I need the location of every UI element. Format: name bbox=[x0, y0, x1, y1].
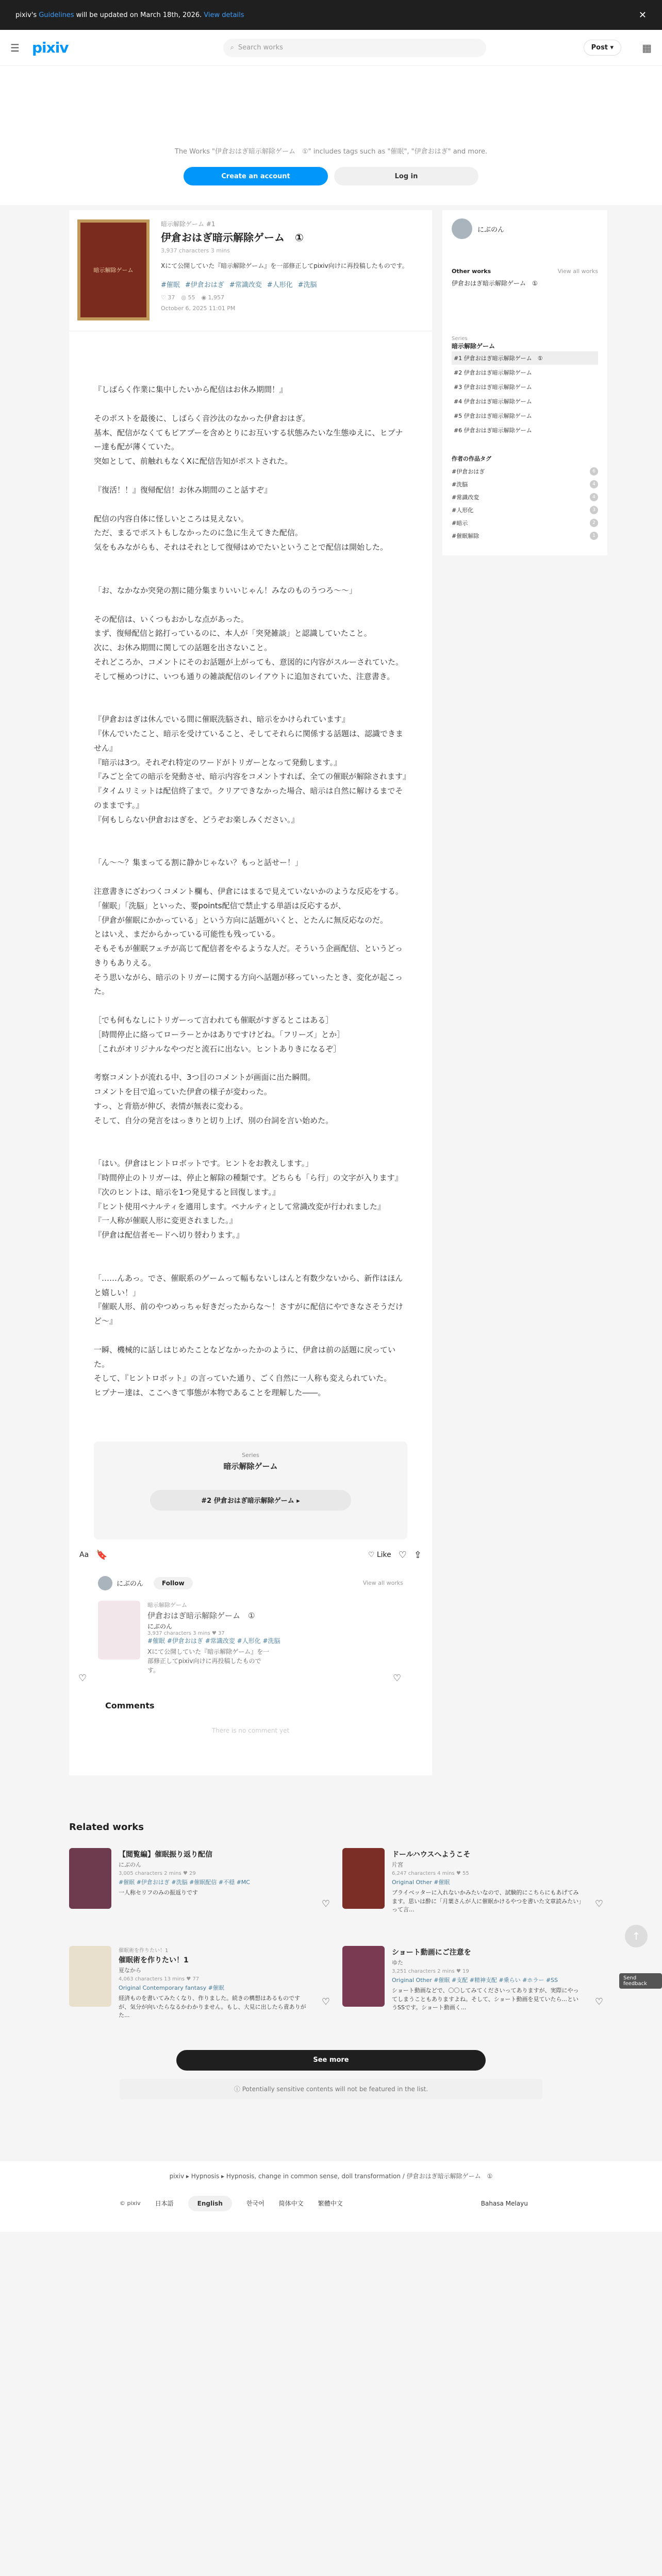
series-navigation bbox=[94, 1442, 407, 1539]
related-desc: ブライベッターに入れないかみたいなので、試験的にこちらにもあげてみます。思いは酔に「月葉さんが人に催眠かけるやつを書いた文章読みたい」って言... bbox=[392, 1889, 582, 1913]
body-paragraph: 『復活！！』復帰配信！お休み期間のこと話すぞ』 bbox=[94, 485, 272, 495]
related-title[interactable]: ドールハウスへようこそ bbox=[392, 1850, 471, 1859]
author-tag[interactable]: #暗示 2 bbox=[452, 519, 598, 527]
view-all-works-link[interactable]: View all works bbox=[362, 1580, 403, 1587]
heart-icon[interactable]: ♡ bbox=[393, 1672, 402, 1684]
related-tags[interactable]: Original Contemporary fantasy #催眠 bbox=[119, 1984, 224, 1991]
footer bbox=[0, 2161, 662, 2232]
paragraph-gap bbox=[94, 1142, 407, 1157]
paragraph-gap bbox=[94, 827, 407, 841]
episode-item[interactable]: #6 伊倉おはぎ暗示解除ゲーム bbox=[454, 427, 532, 434]
close-icon[interactable]: ✕ bbox=[638, 9, 647, 21]
paragraph-gap bbox=[94, 698, 407, 713]
series-title[interactable]: 暗示解除ゲーム bbox=[452, 343, 495, 350]
heart-icon[interactable]: ♡ bbox=[398, 1549, 407, 1561]
paragraph-gap bbox=[94, 999, 407, 1013]
breadcrumb[interactable]: pixiv ▸ Hypnosis ▸ Hypnosis, change in common sense, doll transformation / 伊倉おはぎ暗示解除ゲーム ① bbox=[169, 2172, 493, 2180]
author-tags-title: 作者の作品タグ bbox=[452, 455, 491, 462]
language-option[interactable]: 한국어 bbox=[246, 2200, 264, 2208]
views-count: ◉ 1,957 bbox=[201, 294, 225, 301]
related-works bbox=[0, 1775, 662, 2019]
body-paragraph: そのポストを最後に、しばらく音沙汰のなかった伊倉おはぎ。 bbox=[94, 413, 310, 423]
body-paragraph: 気をもみながらも、それはそれとして復帰はめでたいということで配信は開始した。 bbox=[94, 543, 388, 552]
related-tags[interactable]: #催眠 #伊倉おはぎ #洗脳 #催眠配信 #不穏 #MC bbox=[119, 1878, 250, 1886]
body-paragraph: 『何もしらない伊倉おはぎを、どうぞお楽しみください。』 bbox=[94, 815, 299, 824]
related-title[interactable]: ショート動画にご注意を bbox=[392, 1948, 471, 1957]
follow-button[interactable]: Follow bbox=[154, 1577, 193, 1589]
related-author[interactable]: 片宮 bbox=[392, 1861, 403, 1868]
body-paragraph: 一瞬、機械的に話しはじめたことなどなかったかのように、伊倉は前の話題に戻っていた。 bbox=[94, 1345, 396, 1369]
related-tags[interactable]: Original Other #催眠 bbox=[392, 1878, 450, 1886]
sidebar-author-name[interactable]: にぶのん bbox=[477, 226, 505, 234]
episode-item[interactable]: #1 伊倉おはぎ暗示解除ゲーム ① bbox=[452, 351, 598, 365]
body-paragraph: 注意書きにざわつくコメント欄も、伊倉にはまるで見えていないかのような反応をする。 bbox=[94, 887, 403, 896]
episode-item[interactable]: #3 伊倉おはぎ暗示解除ゲーム bbox=[454, 384, 532, 391]
other-work-item[interactable]: 伊倉おはぎ暗示解除ゲーム ① bbox=[452, 280, 538, 287]
body-paragraph: そして極めつけに、いつも通りの雑談配信のレイアウトに追加されていた、注意書き。 bbox=[94, 671, 395, 681]
body-paragraph: とはいえ、まだからかっている可能性も残っている。 bbox=[94, 929, 280, 939]
language-option[interactable]: 繁體中文 bbox=[318, 2200, 343, 2208]
related-meta: 6,247 characters 4 mins ♥ 55 bbox=[392, 1870, 469, 1876]
related-desc: 経済ものを書いてみたくなり、作りました。続きの構想はあるものですが、気分が向いたらなるかわかりません。もし、大見に出したら責ありがた... bbox=[119, 1995, 306, 2019]
body-paragraph: 配信の内容自体に怪しいところは見えない。 bbox=[94, 514, 249, 523]
search-placeholder: Search works bbox=[238, 44, 283, 52]
paragraph-gap bbox=[94, 498, 407, 512]
body-paragraph: コメントを目で追っていた伊倉の様子が変わった。 bbox=[94, 1087, 272, 1096]
body-paragraph: 『一人称が催眠人形に変更されました。』 bbox=[94, 1216, 237, 1226]
language-option[interactable]: English bbox=[188, 2196, 232, 2211]
body-paragraph: 『伊倉は配信者モードへ切り替わります。』 bbox=[94, 1230, 244, 1240]
author-tag[interactable]: #常識改変 4 bbox=[452, 493, 598, 501]
bookmarks-count: ◎ 55 bbox=[181, 294, 195, 301]
tag[interactable]: #常識改変 bbox=[229, 281, 262, 290]
episode-item[interactable]: #5 伊倉おはぎ暗示解除ゲーム bbox=[454, 413, 532, 419]
body-paragraph: 『暗示は3つ。それぞれ特定のワードがトリガーとなって発動します。』 bbox=[94, 757, 342, 767]
work-thumbnail[interactable] bbox=[342, 1946, 385, 2007]
mini-series[interactable]: 暗示解除ゲーム bbox=[147, 1601, 187, 1608]
view-all-works-link[interactable]: View all works bbox=[557, 268, 598, 275]
author-tag[interactable]: #催眠解除 1 bbox=[452, 532, 598, 540]
body-paragraph: 「ん〜〜？集まってる割に静かじゃない？もっと話せー！」 bbox=[94, 858, 303, 868]
comments-title: Comments bbox=[105, 1700, 155, 1710]
sensitive-notice: ⓘ Potentially sensitive contents will not be featured in the list. bbox=[120, 2079, 542, 2099]
body-paragraph: そう思いながら、暗示のトリガーに関する方向へ話題が移っていったとき、変化が起こった。 bbox=[94, 972, 403, 996]
share-icon[interactable]: ⇪ bbox=[413, 1549, 422, 1561]
notice-text: will be updated on March 18th, 2026. bbox=[76, 11, 202, 19]
related-author[interactable]: ゆた bbox=[392, 1959, 403, 1966]
related-title[interactable]: 催眠術を作りたい！1 bbox=[119, 1956, 189, 1964]
copyright: © pixiv bbox=[120, 2200, 141, 2207]
novel-card bbox=[69, 210, 432, 1775]
paragraph-gap bbox=[94, 870, 407, 885]
related-work-card[interactable] bbox=[342, 1946, 610, 2013]
series-nav-label: Series bbox=[242, 1451, 259, 1459]
banner-text: The Works "伊倉おはぎ暗示解除ゲーム ①" includes tags such as "催眠", "伊倉おはぎ" and more. bbox=[174, 148, 488, 156]
paragraph-gap bbox=[94, 1056, 407, 1071]
body-paragraph: 突如として、前触れもなくXに配信告知がポストされた。 bbox=[94, 456, 292, 466]
comments-section bbox=[69, 1696, 432, 1775]
related-meta: 3,005 characters 2 mins ♥ 29 bbox=[119, 1870, 196, 1876]
mini-desc: Xにて公開していた『暗示解除ゲーム』を一部修正してpixiv向けに再投稿したものです。 bbox=[147, 1648, 270, 1674]
author-row bbox=[69, 1571, 432, 1596]
episode-item[interactable]: #2 伊倉おはぎ暗示解除ゲーム bbox=[454, 369, 532, 376]
work-thumbnail[interactable] bbox=[69, 1946, 111, 2007]
heart-icon[interactable]: ♡ bbox=[321, 1996, 330, 2007]
paragraph-gap bbox=[94, 1257, 407, 1272]
work-stats bbox=[161, 294, 424, 301]
hamburger-menu-icon[interactable]: ☰ bbox=[10, 41, 20, 54]
body-paragraph: 『次のヒントは、暗示を1つ発見すると回復します。』 bbox=[94, 1187, 280, 1197]
related-title: Related works bbox=[69, 1821, 144, 1833]
mini-author[interactable]: にぶのん bbox=[147, 1622, 173, 1630]
search-icon: ⌕ bbox=[230, 44, 234, 52]
send-feedback-button[interactable]: Send feedback bbox=[619, 1973, 662, 1989]
heart-icon[interactable]: ♡ bbox=[594, 1898, 603, 1909]
view-details-link[interactable]: View details bbox=[204, 11, 244, 19]
author-work-card[interactable] bbox=[69, 1596, 432, 1696]
action-bar bbox=[69, 1539, 432, 1571]
related-work-card[interactable] bbox=[69, 1946, 337, 2019]
body-paragraph: 「お、なかなか突発の割に随分集まりいいじゃん！みなのものうつろ〜〜」 bbox=[94, 585, 357, 595]
related-work-card[interactable] bbox=[342, 1848, 610, 1915]
scroll-top-button[interactable]: ↑ bbox=[625, 1925, 648, 1947]
post-date: October 6, 2025 11:01 PM bbox=[161, 305, 236, 312]
body-paragraph: ［時間停止に絡ってローラーとかはありですけどね。「フリーズ」とか］ bbox=[94, 1029, 345, 1039]
related-desc: ショート動画などで、〇〇してみてくださいってありますが、実際にやってしまうこともありますよね。そして、ショート動画を見ていたら...というSSです。ショート動画く... bbox=[392, 1987, 579, 2011]
paragraph-gap bbox=[94, 1329, 407, 1343]
related-tags[interactable]: Original Other #催眠 #支配 #精神支配 #乗らい #ホラー #SS bbox=[392, 1976, 558, 1984]
notice-pre: pixiv's bbox=[15, 11, 37, 19]
body-paragraph: すっ、と背筋が伸び、表情が無表に変わる。 bbox=[94, 1101, 248, 1111]
related-title[interactable]: 【閲覧編】催眠振り返り配信 bbox=[119, 1850, 212, 1859]
avatar[interactable] bbox=[98, 1576, 112, 1590]
body-paragraph: ［でも何もなしにトリガーって言われても催眠がすぎるとこはある］ bbox=[94, 1015, 334, 1025]
paragraph-gap bbox=[94, 684, 407, 698]
announcement-bar bbox=[0, 0, 662, 30]
paragraph-gap bbox=[94, 598, 407, 613]
paragraph-gap bbox=[94, 569, 407, 584]
search-input[interactable] bbox=[223, 39, 486, 57]
body-paragraph: 『伊倉おはぎは休んでいる間に催眠洗脳され、暗示をかけられています』 bbox=[94, 715, 350, 724]
author-name[interactable]: にぶのん bbox=[117, 1580, 144, 1588]
body-paragraph: 『みごと全ての暗示を発動させ、暗示内容をコメントすれば、全ての催眠が解除されます』 bbox=[94, 772, 411, 782]
work-thumbnail[interactable] bbox=[69, 1848, 111, 1909]
post-button[interactable]: Post ▾ bbox=[584, 40, 621, 56]
pixiv-logo[interactable]: pixiv bbox=[32, 39, 69, 56]
language-option[interactable]: 日本語 bbox=[155, 2200, 174, 2208]
likes-count: ♡ 37 bbox=[161, 294, 175, 301]
body-paragraph: 『ヒント使用ペナルティを適用します。ペナルティとして常識改変が行われました』 bbox=[94, 1201, 385, 1211]
body-paragraph: 「伊倉が催眠にかかっている」という方向に話題がいくと、とたんに無反応なのだ。 bbox=[94, 915, 388, 925]
author-tag[interactable]: #人形化 3 bbox=[452, 506, 598, 514]
language-selector bbox=[0, 2180, 662, 2211]
tag[interactable]: #伊倉おはぎ bbox=[185, 281, 224, 290]
body-paragraph: 基本、配信がなくてもピアプーを含めとりにお互いする状態みたいな生態ゆえに、ヒプナー達も配が薄くていた。 bbox=[94, 428, 403, 452]
font-settings-button[interactable]: Aa bbox=[79, 1551, 89, 1560]
paragraph-gap bbox=[94, 555, 407, 569]
see-more-button[interactable]: See more bbox=[176, 2050, 486, 2071]
episode-item[interactable]: #4 伊倉おはぎ暗示解除ゲーム bbox=[454, 398, 532, 405]
body-paragraph: まず、復帰配信と銘打っているのに、本人が「突発雑談」と認識していたこと。 bbox=[94, 629, 372, 638]
novel-body bbox=[69, 331, 432, 1442]
heart-icon[interactable]: ♡ bbox=[321, 1898, 330, 1909]
body-paragraph: 『休んでいたこと、暗示を受けていること、そしてそれらに関係する話題は、認識できません』 bbox=[94, 729, 404, 753]
mini-title[interactable]: 伊倉おはぎ暗示解除ゲーム ① bbox=[147, 1611, 255, 1620]
heart-icon[interactable]: ♡ bbox=[594, 1996, 603, 2007]
work-meta: 3,937 characters 3 mins bbox=[161, 247, 230, 254]
like-button[interactable]: ♡ Like bbox=[368, 1551, 391, 1560]
series-label: Series bbox=[452, 336, 468, 342]
body-paragraph: 「はい。伊倉はヒントロボットです。ヒントをお教えします。」 bbox=[94, 1159, 313, 1168]
body-paragraph: 考察コメントが流れる中、3つ目のコメントが画面に出た瞬間。 bbox=[94, 1073, 316, 1082]
related-series[interactable]: 催眠術を作りたい！1 bbox=[119, 1947, 169, 1954]
tag[interactable]: #洗脳 bbox=[297, 281, 317, 290]
body-paragraph: そもそもが催眠フェチが高じて配信者をやるような人だ。そういう企画配信、というどっきりもありえる。 bbox=[94, 944, 403, 968]
body-paragraph: 「……んあっ。でさ、催眠系のゲームって幅もないしはんと有数少ないから、新作はほんと嬉しい！」 bbox=[94, 1273, 403, 1297]
apps-grid-icon[interactable]: ▦ bbox=[642, 41, 652, 54]
avatar[interactable] bbox=[452, 218, 472, 239]
no-comment-text: There is no comment yet bbox=[211, 1726, 290, 1734]
work-description: Xにて公開していた『暗示解除ゲーム』を一部修正してpixiv向けに再投稿したものです。 bbox=[161, 262, 408, 269]
body-paragraph: 『催眠人形、前のやつめっちゃ好きだったからな〜！さすがに配信にやできなさそうだけど〜』 bbox=[94, 1302, 403, 1326]
paragraph-gap bbox=[94, 1243, 407, 1257]
language-option[interactable]: Bahasa Melayu bbox=[481, 2199, 528, 2207]
paragraph-gap bbox=[94, 469, 407, 483]
language-option[interactable]: 简体中文 bbox=[278, 2200, 304, 2208]
body-paragraph: ヒプナー達は、ここへきて事態が本物であることを理解した――。 bbox=[94, 1388, 326, 1397]
heart-icon[interactable]: ♡ bbox=[78, 1672, 87, 1684]
body-paragraph: 次に、お休み期間に関しての話題を出さないこと。 bbox=[94, 643, 272, 652]
top-header bbox=[0, 30, 662, 66]
work-title: 伊倉おはぎ暗示解除ゲーム ① bbox=[161, 231, 304, 244]
bookmark-icon[interactable]: 🔖 bbox=[96, 1549, 108, 1561]
body-paragraph: 「催眠」「洗脳」といった、要points配信で禁止する単語は反応するが、 bbox=[94, 901, 346, 910]
work-thumbnail[interactable] bbox=[98, 1601, 140, 1659]
next-episode-button[interactable]: #2 伊倉おはぎ暗示解除ゲーム ▸ bbox=[150, 1490, 351, 1511]
related-meta: 3,251 characters 2 mins ♥ 19 bbox=[392, 1968, 469, 1974]
author-tag[interactable]: #伊倉おはぎ 6 bbox=[452, 467, 598, 476]
work-header bbox=[69, 210, 432, 331]
body-paragraph: その配信は、いくつもおかしな点があった。 bbox=[94, 614, 249, 624]
related-author[interactable]: 夏なから bbox=[119, 1967, 141, 1974]
tag-list bbox=[161, 279, 424, 289]
series-nav-title[interactable]: 暗示解除ゲーム bbox=[223, 1461, 278, 1471]
login-button[interactable]: Log in bbox=[334, 167, 478, 185]
body-paragraph: そして、自分の発言をはっきりと切り上げ、別の台詞を言い始めた。 bbox=[94, 1115, 334, 1125]
related-work-card[interactable] bbox=[69, 1848, 337, 1915]
body-paragraph: 『時間停止のトリガーは、停止と解除の種類です。どちらも「ら行」の文字が入ります』 bbox=[94, 1173, 403, 1182]
author-tag[interactable]: #洗脳 4 bbox=[452, 480, 598, 488]
signup-banner bbox=[0, 66, 662, 205]
paragraph-gap bbox=[94, 841, 407, 856]
sidebar bbox=[442, 210, 607, 555]
tag[interactable]: #催眠 bbox=[161, 281, 180, 290]
related-desc: 一人称セリフのみの振返りです bbox=[119, 1889, 198, 1896]
mini-tags[interactable]: #催眠 #伊倉おはぎ #常識改変 #人形化 #洗脳 bbox=[147, 1637, 280, 1645]
mini-meta: 3,937 characters 3 mins ♥ 37 bbox=[147, 1630, 225, 1636]
paragraph-gap bbox=[94, 397, 407, 412]
work-thumbnail[interactable] bbox=[342, 1848, 385, 1909]
series-label[interactable]: 暗示解除ゲーム #1 bbox=[161, 221, 216, 228]
cover-image[interactable]: 暗示解除ゲーム bbox=[77, 219, 150, 320]
related-meta: 4,063 characters 13 mins ♥ 77 bbox=[119, 1976, 200, 1982]
body-paragraph: そして、『ヒントロボット』の言っていた通り、ごく自然に一人称も変えられていた。 bbox=[94, 1374, 392, 1383]
body-paragraph: ただ、まるでポストもしなかったのに急に生えてきた配信。 bbox=[94, 528, 303, 538]
tag[interactable]: #人形化 bbox=[267, 281, 293, 290]
related-author[interactable]: にぶのん bbox=[119, 1861, 141, 1868]
body-paragraph: それどころか、コメントにそのお話題が上がっても、意図的に内容がスルーされていた。 bbox=[94, 657, 404, 667]
body-paragraph: 『タイムリミットは配信終了まで。クリアできなかった場合、暗示は自然に解けるまでそのままです。』 bbox=[94, 786, 403, 810]
guidelines-link[interactable]: Guidelines bbox=[39, 11, 74, 19]
other-works-title: Other works bbox=[452, 268, 491, 275]
body-paragraph: 『しばらく作業に集中したいから配信はお休み期間！』 bbox=[94, 385, 288, 394]
create-account-button[interactable]: Create an account bbox=[184, 167, 328, 185]
body-paragraph: ［これがオリジナルなやつだと流石に出ない。ヒントありきになるぞ］ bbox=[94, 1044, 341, 1054]
paragraph-gap bbox=[94, 1128, 407, 1142]
